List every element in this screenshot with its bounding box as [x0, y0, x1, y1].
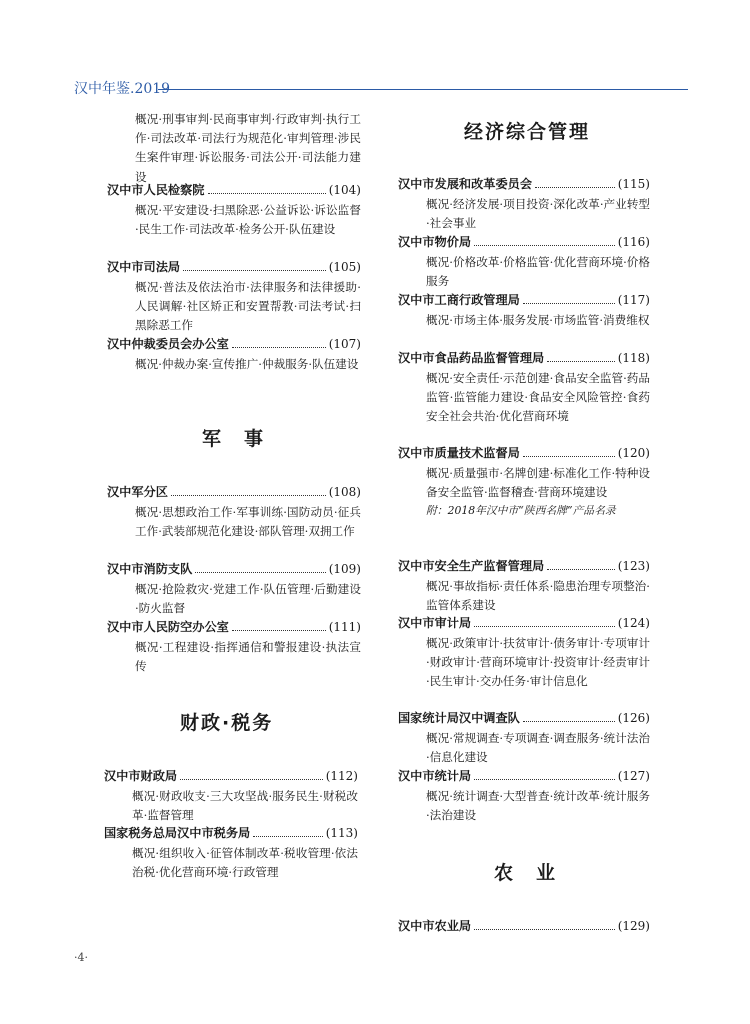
- toc-entry[interactable]: [398, 614, 650, 692]
- entry-title: 汉中市工商行政管理局: [398, 293, 520, 307]
- toc-entry[interactable]: [107, 335, 361, 374]
- leader-dots: [183, 270, 326, 271]
- entry-description: 概况·财政收支·三大攻坚战·服务民生·财税改革·监督管理: [132, 789, 358, 823]
- entry-description: 概况·政策审计·扶贫审计·债务审计·专项审计·财政审计·营商环境审计·投资审计·经责审计·民生审计·交办任务·审计信息化: [426, 636, 650, 689]
- page-number: (127): [617, 769, 650, 783]
- entry-appendix-note: 附：2018年汉中市“陕西名牌”产品名录: [426, 504, 616, 518]
- leader-dots: [171, 495, 326, 496]
- page-number: (118): [617, 351, 650, 365]
- page-number: (112): [325, 769, 358, 783]
- leader-dots: [523, 721, 615, 722]
- leader-dots: [547, 569, 614, 570]
- page-number: (129): [617, 919, 650, 933]
- page-number: (123): [617, 559, 650, 573]
- entry-title: 汉中市消防支队: [107, 562, 193, 576]
- toc-entry[interactable]: [107, 560, 361, 618]
- entry-description: 概况·刑事审判·民商事审判·行政审判·执行工作·司法改革·司法行为规范化·审判管理·涉民生案件审理·诉讼服务·司法公开·司法能力建设: [135, 112, 361, 184]
- page-number: (120): [617, 446, 650, 460]
- entry-title: 汉中市发展和改革委员会: [398, 177, 533, 191]
- leader-dots: [232, 630, 326, 631]
- page-number: (108): [328, 485, 361, 499]
- entry-title: 汉中市财政局: [104, 769, 178, 783]
- leader-dots: [547, 361, 614, 362]
- entry-description: 概况·事故指标·责任体系·隐患治理专项整治·监管体系建设: [426, 579, 650, 613]
- page-number: (105): [328, 260, 361, 274]
- toc-entry[interactable]: [398, 444, 650, 520]
- toc-entry[interactable]: [107, 618, 361, 676]
- toc-entry[interactable]: [398, 233, 650, 291]
- section-title-military: 军 事: [202, 428, 266, 450]
- entry-title: 汉中市安全生产监督管理局: [398, 559, 545, 573]
- leader-dots: [523, 303, 615, 304]
- page-number: (124): [617, 616, 650, 630]
- entry-description: 概况·经济发展·项目投资·深化改革·产业转型·社会事业: [426, 197, 650, 231]
- entry-title: 汉中市质量技术监督局: [398, 446, 520, 460]
- section-title-agriculture: 农 业: [494, 862, 558, 884]
- entry-title: 国家税务总局汉中市税务局: [104, 826, 251, 840]
- page-number: (117): [617, 293, 650, 307]
- page-number-footer: ·4·: [74, 951, 88, 964]
- toc-entry[interactable]: [398, 709, 650, 767]
- section-title-economy: 经济综合管理: [464, 121, 591, 143]
- entry-description: 概况·组织收入·征管体制改革·税收管理·依法治税·优化营商环境·行政管理: [132, 846, 358, 880]
- toc-entry[interactable]: [107, 483, 361, 541]
- leader-dots: [232, 347, 326, 348]
- toc-entry[interactable]: [398, 175, 650, 233]
- toc-entry-court-continued: [107, 110, 361, 187]
- page-number: (113): [325, 826, 358, 840]
- entry-description: 概况·市场主体·服务发展·市场监管·消费维权: [426, 313, 650, 327]
- entry-title: 汉中市人民检察院: [107, 183, 205, 197]
- entry-description: 概况·统计调查·大型普查·统计改革·统计服务·法治建设: [426, 789, 650, 823]
- entry-description: 概况·抢险救灾·党建工作·队伍管理·后勤建设·防火监督: [135, 582, 361, 616]
- entry-title: 汉中市物价局: [398, 235, 472, 249]
- entry-title: 汉中军分区: [107, 485, 168, 499]
- page-number: (104): [328, 183, 361, 197]
- entry-title: 国家统计局汉中调查队: [398, 711, 520, 725]
- entry-description: 概况·常规调查·专项调查·调查服务·统计法治·信息化建设: [426, 731, 650, 765]
- header-rule: [158, 89, 688, 90]
- entry-description: 概况·思想政治工作·军事训练·国防动员·征兵工作·武装部规范化建设·部队管理·双拥工作: [135, 505, 361, 539]
- entry-description: 概况·价格改革·价格监管·优化营商环境·价格服务: [426, 255, 650, 289]
- entry-description: 概况·质量强市·名牌创建·标准化工作·特种设备安全监管·监督稽查·营商环境建设: [426, 466, 650, 500]
- leader-dots: [535, 187, 615, 188]
- leader-dots: [474, 929, 615, 930]
- toc-entry[interactable]: [398, 917, 650, 937]
- entry-title: 汉中市人民防空办公室: [107, 620, 229, 634]
- entry-description: 概况·仲裁办案·宣传推广·仲裁服务·队伍建设: [135, 357, 359, 371]
- toc-entry[interactable]: [398, 349, 650, 427]
- toc-entry[interactable]: [107, 181, 361, 239]
- leader-dots: [208, 193, 326, 194]
- leader-dots: [180, 779, 323, 780]
- entry-description: 概况·安全责任·示范创建·食品安全监管·药品监管·监管能力建设·食品安全风险管控·食药安全社会共治·优化营商环境: [426, 371, 650, 424]
- entry-title: 汉中市统计局: [398, 769, 472, 783]
- toc-entry[interactable]: [107, 258, 361, 336]
- entry-title: 汉中市食品药品监督管理局: [398, 351, 545, 365]
- entry-description: 概况·工程建设·指挥通信和警报建设·执法宣传: [135, 640, 361, 674]
- yearbook-title: 汉中年鉴.2019: [74, 81, 171, 97]
- entry-description: 概况·平安建设·扫黑除恶·公益诉讼·诉讼监督·民生工作·司法改革·检务公开·队伍建设: [135, 203, 361, 237]
- leader-dots: [474, 245, 615, 246]
- entry-title: 汉中市司法局: [107, 260, 181, 274]
- page-number: (109): [328, 562, 361, 576]
- leader-dots: [253, 836, 322, 837]
- page-number: (107): [328, 337, 361, 351]
- entry-title: 汉中市农业局: [398, 919, 472, 933]
- leader-dots: [474, 626, 615, 627]
- toc-entry[interactable]: [104, 824, 358, 882]
- entry-title: 汉中市审计局: [398, 616, 472, 630]
- page-number: (115): [617, 177, 650, 191]
- entry-description: 概况·普法及依法治市·法律服务和法律援助·人民调解·社区矫正和安置帮教·司法考试·扫黑除恶工作: [135, 280, 361, 333]
- page-number: (116): [617, 235, 650, 249]
- page-number: (111): [328, 620, 361, 634]
- leader-dots: [523, 456, 615, 457]
- toc-entry[interactable]: [398, 767, 650, 825]
- toc-entry[interactable]: [398, 557, 650, 615]
- leader-dots: [474, 779, 615, 780]
- leader-dots: [195, 572, 325, 573]
- toc-entry[interactable]: [398, 291, 650, 330]
- toc-entry[interactable]: [104, 767, 358, 825]
- entry-title: 汉中仲裁委员会办公室: [107, 337, 229, 351]
- page-number: (126): [617, 711, 650, 725]
- section-title-finance: 财政·税务: [180, 712, 274, 734]
